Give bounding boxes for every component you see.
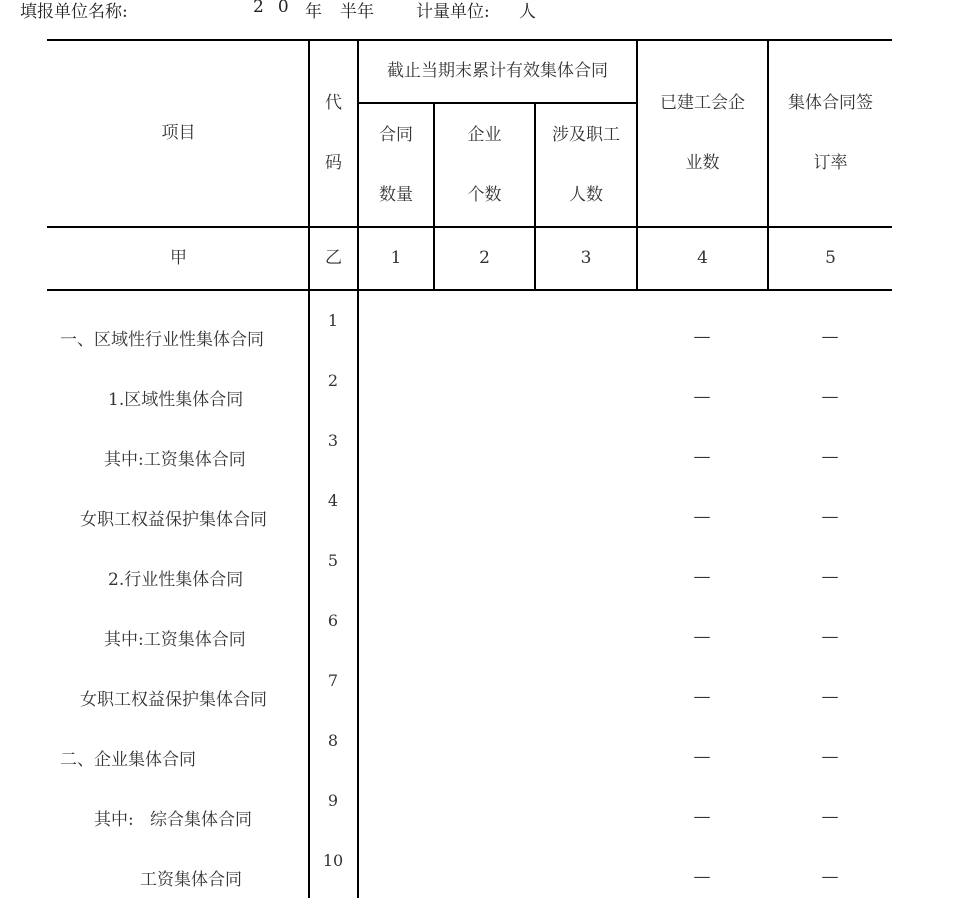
row-code: 10 <box>322 851 344 870</box>
union-enterprises-header-bottom: 业数 <box>685 152 720 173</box>
union-enterprises-header-top: 已建工会企 <box>660 92 745 113</box>
row-label: 女职工权益保护集体合同 <box>80 510 267 530</box>
index-cell-code: 乙 <box>325 248 342 268</box>
measure-value: 人 <box>519 2 536 22</box>
workers-header-top: 涉及职工 <box>552 124 620 145</box>
row-label: 工资集体合同 <box>140 870 242 890</box>
row-col4-value: — <box>693 807 711 827</box>
row-col4-value: — <box>693 627 711 647</box>
row-col4-value: — <box>693 747 711 767</box>
unit-name-label: 填报单位名称: <box>20 2 128 22</box>
row-col4-value: — <box>693 867 711 887</box>
year-value: 20 <box>253 0 303 17</box>
enterprise-count-header-bottom: 个数 <box>467 184 502 205</box>
row-label: 女职工权益保护集体合同 <box>80 690 267 710</box>
code-column-right-rule <box>357 39 359 898</box>
row-label: 2.行业性集体合同 <box>108 570 244 590</box>
code-header-bottom: 码 <box>325 152 342 173</box>
row-col4-value: — <box>693 687 711 707</box>
row-col5-value: — <box>821 447 839 467</box>
measure-label: 计量单位: <box>416 2 490 22</box>
row-code: 7 <box>327 671 339 690</box>
row-col4-value: — <box>693 507 711 527</box>
row-label: 一、区域性行业性集体合同 <box>60 330 264 350</box>
contract-count-header-bottom: 数量 <box>379 184 413 205</box>
row-code: 4 <box>327 491 339 510</box>
row-col5-value: — <box>821 327 839 347</box>
row-col5-value: — <box>821 567 839 587</box>
signing-rate-header-bottom: 订率 <box>813 152 848 173</box>
row-code: 5 <box>327 551 339 570</box>
row-label: 二、企业集体合同 <box>60 750 196 770</box>
index-row-bottom-rule <box>47 289 892 291</box>
index-cell-2: 2 <box>479 248 490 268</box>
row-code: 8 <box>327 731 339 750</box>
row-col4-value: — <box>693 327 711 347</box>
row-label: 其中:工资集体合同 <box>104 630 246 650</box>
row-col5-value: — <box>821 627 839 647</box>
code-header-top: 代 <box>325 92 342 113</box>
group-header-rule <box>358 102 637 104</box>
row-col5-value: — <box>821 747 839 767</box>
signing-rate-header-top: 集体合同签 <box>788 92 873 113</box>
row-code: 6 <box>327 611 339 630</box>
row-label: 1.区域性集体合同 <box>108 390 244 410</box>
row-col5-value: — <box>821 687 839 707</box>
row-code: 3 <box>327 431 339 450</box>
contract-count-header-top: 合同 <box>379 124 413 145</box>
row-col5-value: — <box>821 507 839 527</box>
row-label: 其中: 综合集体合同 <box>94 810 252 830</box>
item-header: 项目 <box>161 123 196 143</box>
index-cell-5: 5 <box>825 248 836 268</box>
row-col5-value: — <box>821 867 839 887</box>
cumulative-group-header: 截止当期末累计有效集体合同 <box>387 61 608 81</box>
row-col4-value: — <box>693 447 711 467</box>
row-label: 其中:工资集体合同 <box>104 450 246 470</box>
row-col5-value: — <box>821 387 839 407</box>
enterprise-count-header-top: 企业 <box>467 124 502 145</box>
period-label: 半年 <box>340 2 374 22</box>
row-col4-value: — <box>693 567 711 587</box>
year-unit: 年 <box>305 2 322 22</box>
row-code: 1 <box>327 311 339 330</box>
index-cell-3: 3 <box>580 248 592 268</box>
row-col4-value: — <box>693 387 711 407</box>
row-code: 2 <box>327 371 339 390</box>
row-code: 9 <box>327 791 339 810</box>
index-cell-4: 4 <box>697 248 708 268</box>
row-col5-value: — <box>821 807 839 827</box>
index-cell-item: 甲 <box>170 248 187 268</box>
index-cell-1: 1 <box>390 248 402 268</box>
workers-header-bottom: 人数 <box>569 184 603 205</box>
